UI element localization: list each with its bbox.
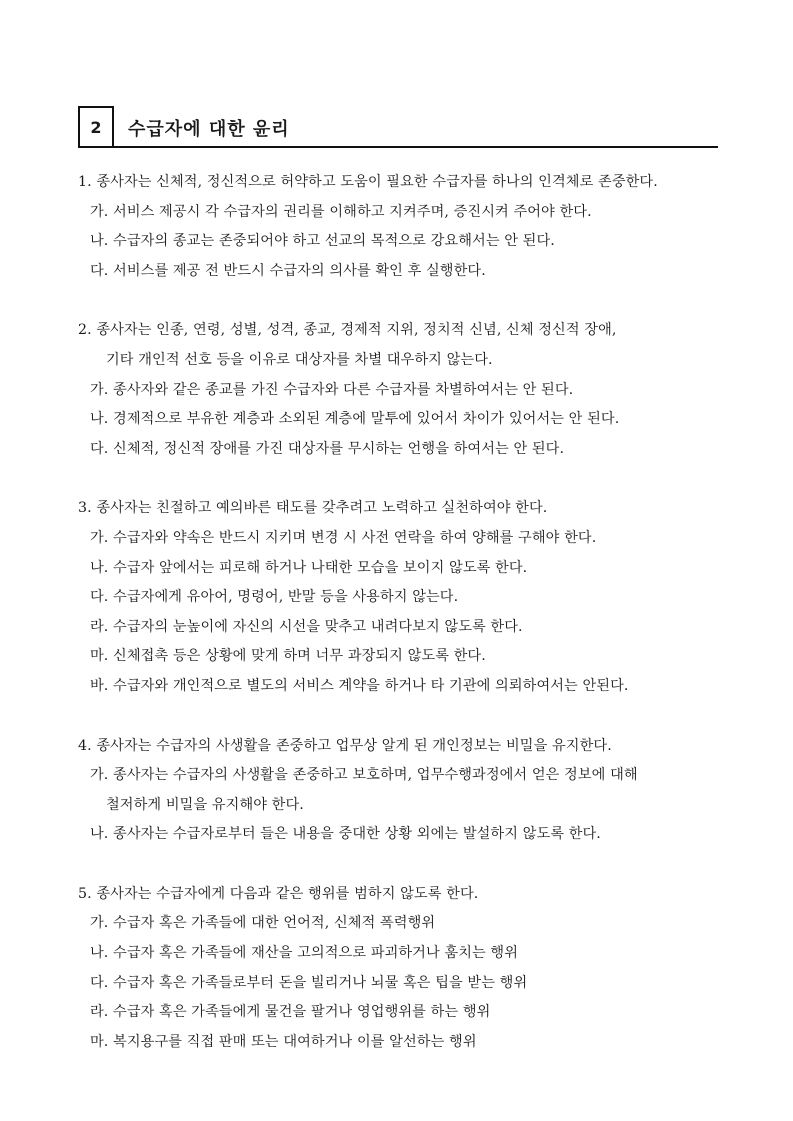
ethics-section-5	[78, 880, 723, 1058]
sub-item-line: 바. 수급자와 개인적으로 별도의 서비스 계약을 하거나 타 기관에 의뢰하여서는 안된다.	[90, 677, 629, 694]
section-gap	[78, 286, 723, 316]
sub-item-line: 다. 서비스를 제공 전 반드시 수급자의 의사를 확인 후 실행한다.	[90, 262, 486, 279]
section-number: 2	[90, 117, 102, 137]
header-underline	[114, 146, 718, 148]
sub-item-line: 라. 수급자 혹은 가족들에게 물건을 팔거나 영업행위를 하는 행위	[90, 1004, 491, 1021]
sub-item-line: 기타 개인적 선호 등을 이유로 대상자를 차별 대우하지 않는다.	[106, 351, 493, 368]
sub-item-line: 가. 종사자는 수급자의 사생활을 존중하고 보호하며, 업무수행과정에서 얻은 정보에 대해	[90, 767, 638, 784]
sub-item-line: 다. 신체적, 정신적 장애를 가진 대상자를 무시하는 언행을 하여서는 안 된다.	[90, 440, 565, 457]
section-header	[78, 106, 718, 150]
sub-item-line: 라. 수급자의 눈높이에 자신의 시선을 맞추고 내려다보지 않도록 한다.	[90, 618, 523, 635]
section-gap	[78, 850, 723, 880]
sub-item-line: 나. 경제적으로 부유한 계층과 소외된 계층에 말투에 있어서 차이가 있어서는 안 된다.	[90, 411, 620, 428]
section-gap	[78, 702, 723, 732]
sub-item-line: 철저하게 비밀을 유지해야 한다.	[106, 796, 304, 813]
principle-line: 1. 종사자는 신체적, 정신적으로 허약하고 도움이 필요한 수급자를 하나의 인격체로 존중한다.	[78, 174, 658, 190]
sub-item-line: 가. 종사자와 같은 종교를 가진 수급자와 다른 수급자를 차별하여서는 안 된다.	[90, 381, 574, 398]
section-title: 수급자에 대한 윤리	[128, 119, 290, 140]
principle-line: 5. 종사자는 수급자에게 다음과 같은 행위를 범하지 않도록 한다.	[78, 885, 479, 902]
principle-line: 3. 종사자는 친절하고 예의바른 태도를 갖추려고 노력하고 실천하여야 한다.	[78, 500, 548, 517]
sub-item-line: 가. 수급자와 약속은 반드시 지키며 변경 시 사전 연락을 하여 양해를 구해야 한다.	[90, 529, 597, 546]
ethics-section-2	[78, 316, 723, 464]
sub-item-line: 나. 종사자는 수급자로부터 들은 내용을 중대한 상황 외에는 발설하지 않도록 한다.	[90, 826, 601, 843]
section-gap	[78, 464, 723, 494]
sub-item-line: 다. 수급자 혹은 가족들로부터 돈을 빌리거나 뇌물 혹은 팁을 받는 행위	[90, 974, 528, 991]
principle-line: 2. 종사자는 인종, 연령, 성별, 성격, 종교, 경제적 지위, 정치적 신념, 신체 정신적 장애,	[78, 322, 617, 339]
sub-item-line: 나. 수급자 혹은 가족들에 재산을 고의적으로 파괴하거나 훔치는 행위	[90, 945, 519, 962]
sub-item-line: 나. 수급자 앞에서는 피로해 하거나 나태한 모습을 보이지 않도록 한다.	[90, 559, 528, 576]
principle-line: 4. 종사자는 수급자의 사생활을 존중하고 업무상 알게 된 개인정보는 비밀을 유지한다.	[78, 737, 612, 754]
sub-item-line: 나. 수급자의 종교는 존중되어야 하고 선교의 목적으로 강요해서는 안 된다.	[90, 233, 555, 250]
sub-item-line: 다. 수급자에게 유아어, 명령어, 반말 등을 사용하지 않는다.	[90, 589, 459, 606]
sub-item-line: 가. 수급자 혹은 가족들에 대한 언어적, 신체적 폭력행위	[90, 915, 436, 932]
sub-item-line: 가. 서비스 제공시 각 수급자의 권리를 이해하고 지켜주며, 증진시켜 주어야 한다.	[90, 203, 592, 220]
ethics-section-3	[78, 494, 723, 701]
ethics-section-4	[78, 732, 723, 850]
ethics-section-1	[78, 168, 723, 286]
section-number-box	[78, 106, 114, 148]
sub-item-line: 마. 신체접촉 등은 상황에 맞게 하며 너무 과장되지 않도록 한다.	[90, 648, 486, 665]
ethics-list	[78, 168, 723, 1057]
sub-item-line: 마. 복지용구를 직접 판매 또는 대여하거나 이를 알선하는 행위	[90, 1033, 477, 1050]
